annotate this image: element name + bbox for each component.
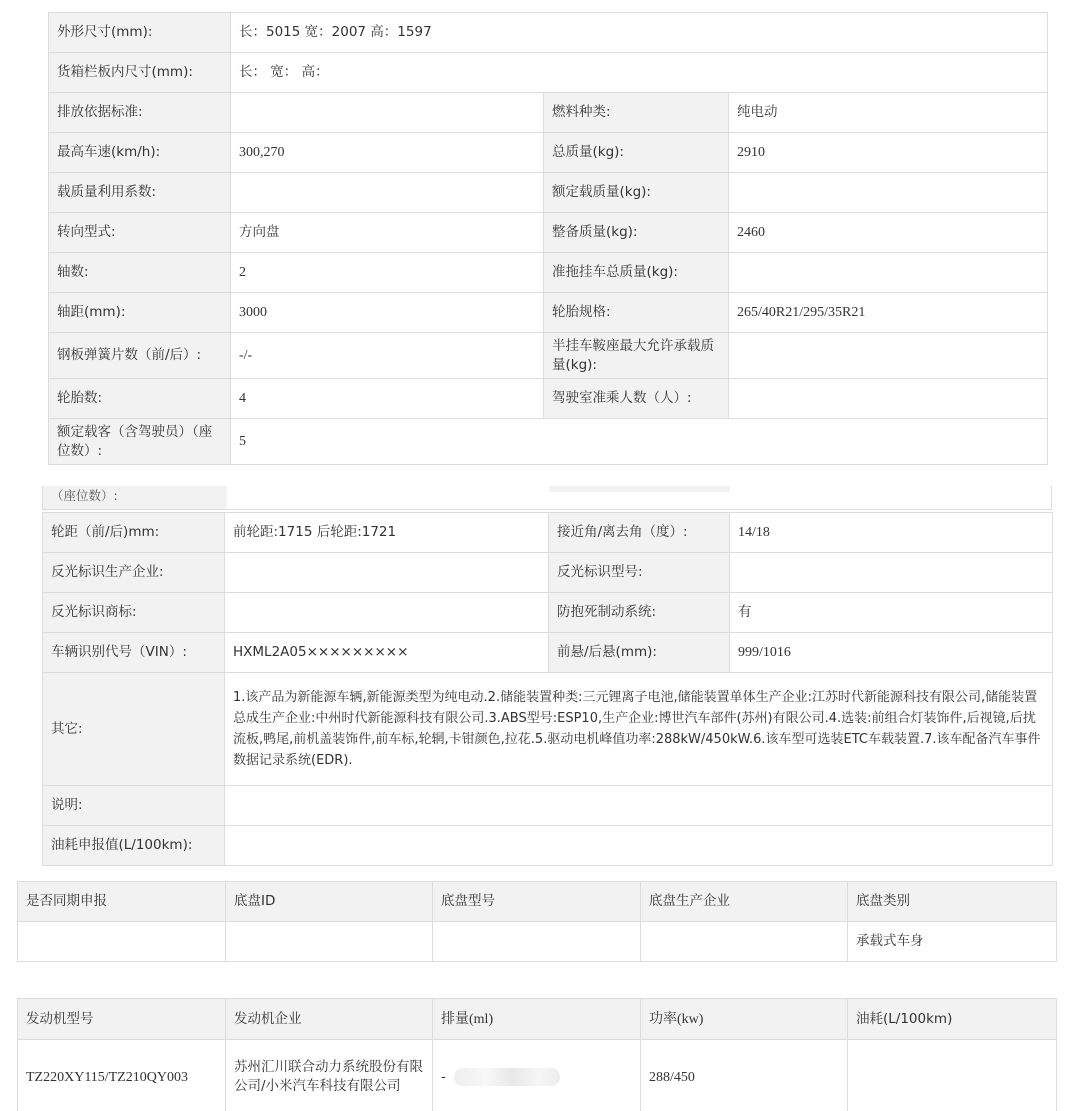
blurred-watermark	[454, 1068, 560, 1086]
engine-displacement-cell	[433, 1040, 641, 1111]
reflector-brand-value	[225, 593, 549, 633]
trailer-mass-label: 准拖挂车总质量(kg):	[544, 253, 729, 293]
engine-header-power: 功率(kw)	[641, 999, 848, 1040]
wheelbase-label: 轴距(mm):	[49, 293, 231, 333]
engine-model-cell: TZ220XY115/TZ210QY003	[18, 1040, 226, 1111]
reflector-model-value	[730, 553, 1053, 593]
fuel-declared-value	[225, 826, 1053, 866]
chassis-header-model: 底盘型号	[433, 882, 641, 922]
reflector-maker-value	[225, 553, 549, 593]
chassis-maker-cell	[641, 922, 848, 962]
engine-header-displacement: 排量(ml)	[433, 999, 641, 1040]
rated-load-label: 额定载质量(kg):	[544, 173, 729, 213]
angle-value: 14/18	[730, 513, 1053, 553]
chassis-type-cell: 承载式车身	[848, 922, 1057, 962]
engine-header-model: 发动机型号	[18, 999, 226, 1040]
chassis-header-type: 底盘类别	[848, 882, 1057, 922]
total-mass-value: 2910	[729, 133, 1048, 173]
vin-label: 车辆识别代号（VIN）:	[43, 633, 225, 673]
seats-label: 额定载客（含驾驶员）（座位数）:	[49, 419, 231, 465]
tire-spec-label: 轮胎规格:	[544, 293, 729, 333]
engine-header-consumption: 油耗(L/100km)	[848, 999, 1057, 1040]
overlap-strip	[42, 486, 1052, 510]
track-label: 轮距（前/后)mm:	[43, 513, 225, 553]
chassis-header-id: 底盘ID	[226, 882, 433, 922]
engine-displacement-value: -	[441, 1068, 446, 1085]
overhang-label: 前悬/后悬(mm):	[549, 633, 730, 673]
vehicle-spec-table-top	[48, 12, 1048, 465]
steering-label: 转向型式:	[49, 213, 231, 253]
cargo-dims-value: 长： 宽： 高：	[231, 53, 1048, 93]
overhang-value: 999/1016	[730, 633, 1053, 673]
strip-label: （座位数）:	[43, 486, 227, 509]
total-mass-label: 总质量(kg):	[544, 133, 729, 173]
other-label: 其它:	[43, 673, 225, 786]
strip-gap	[549, 486, 730, 492]
dims-value: 长：5015 宽：2007 高：1597	[231, 13, 1048, 53]
fuel-declared-label: 油耗申报值(L/100km):	[43, 826, 225, 866]
engine-table	[17, 998, 1057, 1111]
abs-value: 有	[730, 593, 1053, 633]
chassis-sync-cell	[18, 922, 226, 962]
leaf-spring-value: -/-	[231, 333, 544, 379]
vehicle-spec-table-bottom	[42, 512, 1053, 866]
axles-label: 轴数:	[49, 253, 231, 293]
trailer-mass-value	[729, 253, 1048, 293]
engine-maker-cell: 苏州汇川联合动力系统股份有限公司/小米汽车科技有限公司	[226, 1040, 433, 1111]
fuel-type-label: 燃料种类:	[544, 93, 729, 133]
axles-value: 2	[231, 253, 544, 293]
abs-label: 防抱死制动系统:	[549, 593, 730, 633]
engine-consumption-cell	[848, 1040, 1057, 1111]
steering-value: 方向盘	[231, 213, 544, 253]
cab-capacity-label: 驾驶室准乘人数（人）:	[544, 379, 729, 419]
track-value: 前轮距:1715 后轮距:1721	[225, 513, 549, 553]
chassis-table	[17, 881, 1057, 962]
chassis-header-sync: 是否同期申报	[18, 882, 226, 922]
reflector-brand-label: 反光标识商标:	[43, 593, 225, 633]
cargo-dims-label: 货箱栏板内尺寸(mm):	[49, 53, 231, 93]
curb-mass-value: 2460	[729, 213, 1048, 253]
angle-label: 接近角/离去角（度）:	[549, 513, 730, 553]
wheelbase-value: 3000	[231, 293, 544, 333]
saddle-load-value	[729, 333, 1048, 379]
emission-value	[231, 93, 544, 133]
seats-value: 5	[231, 419, 1048, 465]
reflector-model-label: 反光标识型号:	[549, 553, 730, 593]
engine-power-cell: 288/450	[641, 1040, 848, 1111]
max-speed-value: 300,270	[231, 133, 544, 173]
cab-capacity-value	[729, 379, 1048, 419]
saddle-load-label: 半挂车鞍座最大允许承载质量(kg):	[544, 333, 729, 379]
description-value	[225, 786, 1053, 826]
curb-mass-label: 整备质量(kg):	[544, 213, 729, 253]
chassis-model-cell	[433, 922, 641, 962]
tire-spec-value: 265/40R21/295/35R21	[729, 293, 1048, 333]
reflector-maker-label: 反光标识生产企业:	[43, 553, 225, 593]
dims-label: 外形尺寸(mm):	[49, 13, 231, 53]
load-coef-value	[231, 173, 544, 213]
max-speed-label: 最高车速(km/h):	[49, 133, 231, 173]
tire-count-value: 4	[231, 379, 544, 419]
leaf-spring-label: 钢板弹簧片数（前/后）:	[49, 333, 231, 379]
emission-label: 排放依据标准:	[49, 93, 231, 133]
description-label: 说明:	[43, 786, 225, 826]
engine-header-maker: 发动机企业	[226, 999, 433, 1040]
vin-value: HXML2A05×××××××××	[225, 633, 549, 673]
fuel-type-value: 纯电动	[729, 93, 1048, 133]
rated-load-value	[729, 173, 1048, 213]
load-coef-label: 载质量利用系数:	[49, 173, 231, 213]
chassis-header-maker: 底盘生产企业	[641, 882, 848, 922]
other-notes-value: 1.该产品为新能源车辆,新能源类型为纯电动.2.储能装置种类:三元锂离子电池,储能装置单体生产企业:江苏时代新能源科技有限公司,储能装置总成生产企业:中州时代新能源科技有限公司.3.ABS型号:ESP10,生产企业:博世汽车部件(苏州)有限公司.4.选装:前组合灯装饰件,后视镜,后扰流板,鸭尾,前机盖装饰件,前车标,轮辋,卡钳颜色,拉花.5.驱动电机峰值功率:288kW/450kW.6.该车型可选装ETC车载装置.7.该车配备汽车事件数据记录系统(EDR).	[225, 673, 1053, 786]
chassis-id-cell	[226, 922, 433, 962]
tire-count-label: 轮胎数:	[49, 379, 231, 419]
